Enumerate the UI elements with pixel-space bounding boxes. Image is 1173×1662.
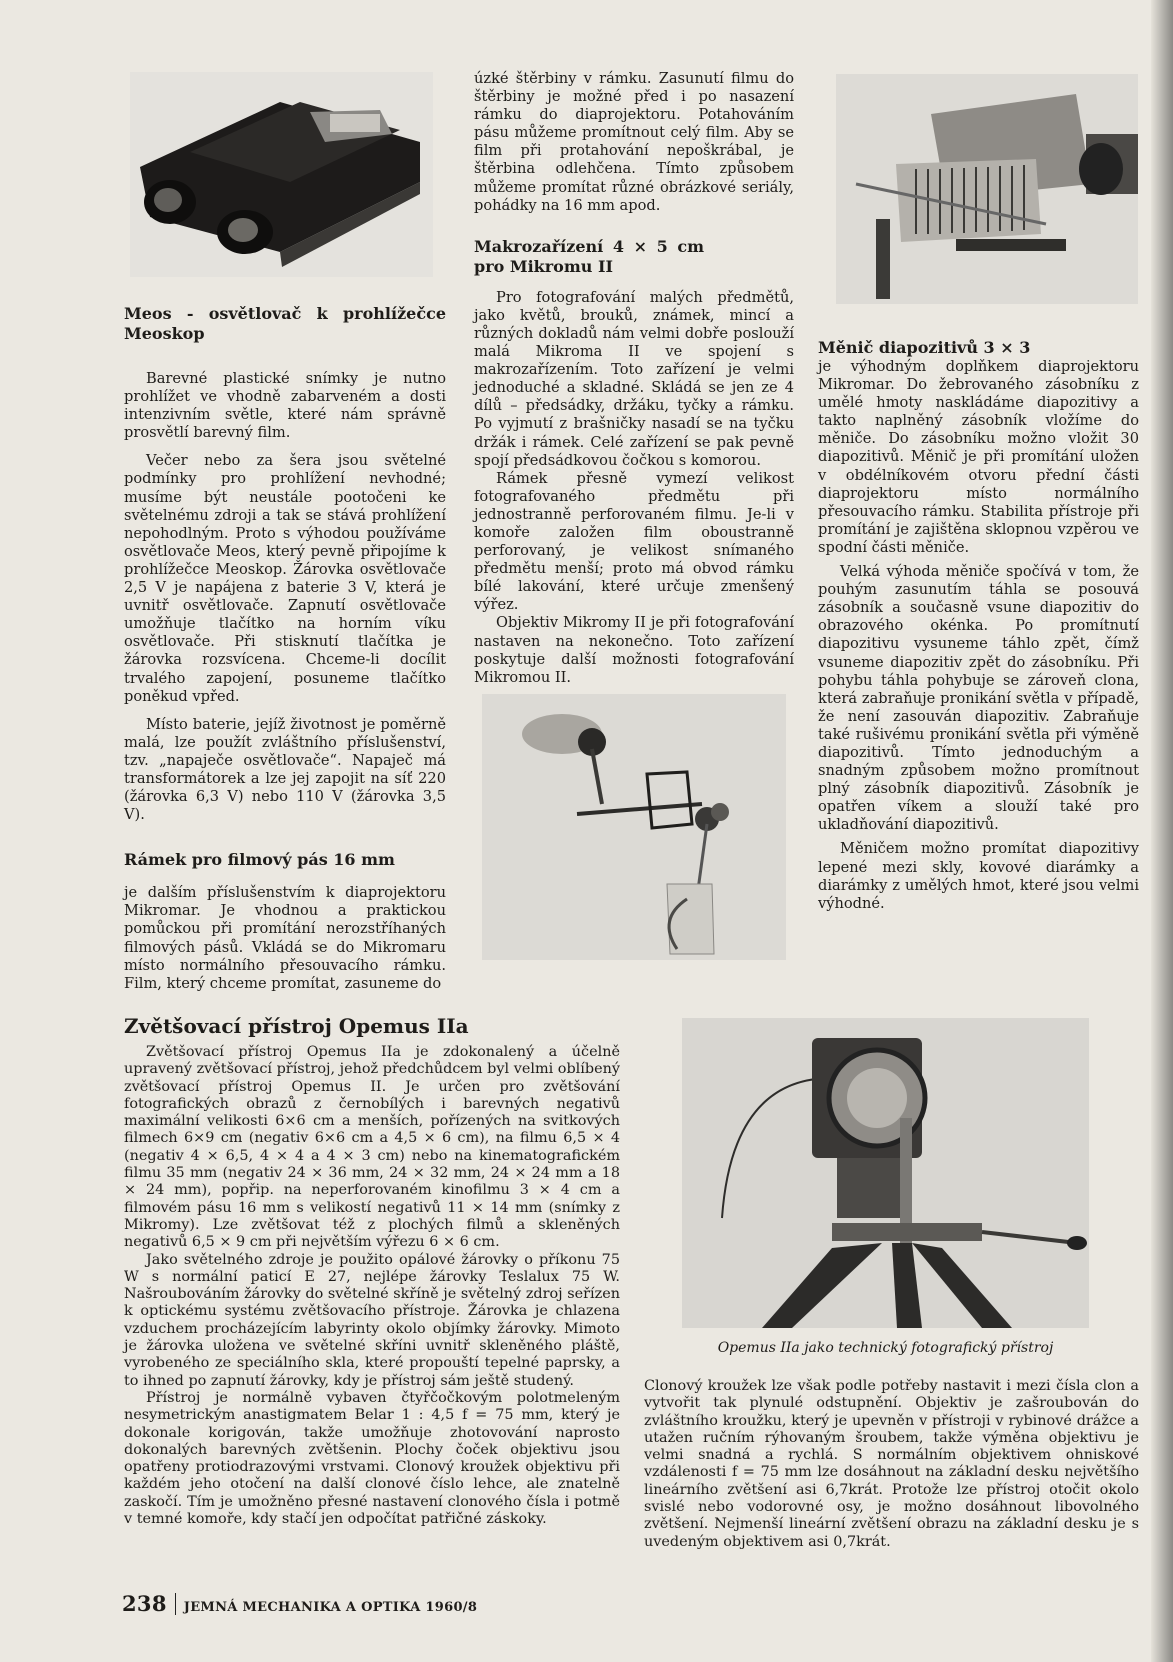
footer-divider	[175, 1593, 176, 1615]
opemus-continuation	[644, 1378, 1139, 1551]
page-edge-shadow	[1151, 0, 1173, 1662]
photo-opemus-enlarger	[682, 1018, 1089, 1328]
menic-paragraph-2: Velká výhoda měniče spočívá v tom, že pouhým zasunutím táhla se posouvá zásobník a současně vsune diapozitiv do obrazového okénka. Po promítnutí diapozitivu vysuneme táhlo zpět, čímž vsuneme diapozitiv zpět do zásobníku. Při pohybu táhla pohybuje se zároveň clona, která zabraňuje pronikání světla v případě, že není zasouván diapozitiv. Zabraňuje také rušivému pronikání světla při výměně diapozitivů. Tímto jednoduchým a snadným způsobem možno promítnout plný zásobník diapozitivů. Zásobník je opatřen víkem a slouží také pro ukladňování diapozitivů.	[818, 563, 1139, 834]
film-frame-heading: Rámek pro filmový pás 16 mm	[124, 850, 395, 870]
journal-title: JEMNÁ MECHANIKA A OPTIKA 1960/8	[183, 1600, 478, 1615]
opemus-continuation-paragraph: Clonový kroužek lze však podle potřeby nastavit i mezi čísla clon a vytvořit tak plynulé odstupnění. Objektiv je zašroubován do zvláštního kroužku, který je upevněn v přístroji v rybinové drážce a utažen ručním rýhovaným šroubem, takže výměna objektivu je velmi snadná a rychlá. S normálním objektivem ohniskové vzdálenosti f = 75 mm lze dosáhnout na základní desku největšího lineárního zvětšení asi 6,7krát. Protože lze přístroj otočit okolo svislé nebo vodorovné osy, je možno dosáhnout libovolného zvětšení. Nejmenší lineární zvětšení obrazu na základní desku je s uvedeným objektivem asi 0,7krát.	[644, 1378, 1139, 1550]
opemus-paragraph-3: Přístroj je normálně vybaven čtyřčočkovým polotmeleným nesymetrickým anastigmatem Belar 1 : 4,5 f = 75 mm, který je dokonale korigován, takže umožňuje zhotovování naprosto dokonalých barevných zvětšenin. Plochy čoček objektivu jsou opatřeny protiodrazovými vrstvami. Clonový kroužek objektivu při každém jeho otočení na další clonové číslo lehce, ale znatelně zaskočí. Tím je umožněno přesné nastavení clonového čísla i potmě v temné komoře, kdy stačí jen odpočítat patřičné záskoky.	[124, 1389, 620, 1528]
menic-paragraph-1: je výhodným doplňkem diaprojektoru Mikromar. Do žebrovaného zásobníku z umělé hmoty naskládáme diapozitivy a takto naplněný zásobník vložíme do měniče. Do zásobníku možno vložit 30 diapozitivů. Měnič je při promítání uložen v obdélníkovém otvoru přední části diaprojektoru místo normálního přesouvacího rámku. Stabilita přístroje při promítání je zajištěna sklopnou vzpěrou ve spodní části měniče.	[818, 358, 1139, 556]
column-opemus	[124, 1014, 620, 1528]
photo-meos-illuminator	[130, 72, 433, 277]
menic-heading: Měnič diapozitivů 3 × 3	[818, 338, 1031, 357]
photo-slide-changer	[836, 74, 1138, 304]
film-frame-continuation: úzké štěrbiny v rámku. Zasunutí filmu do štěrbiny je možné před i po nasazení rámku do diaprojektoru. Potahováním pásu můžeme promítnout celý film. Aby se film při protahování nepoškrábal, je štěrbina odlehčena. Tímto způsobem můžeme promítat různé obrázkové seriály, pohádky na 16 mm apod.	[474, 70, 794, 214]
opemus-paragraph-2: Jako světelného zdroje je použito opálové žárovky o příkonu 75 W s normální paticí E 27, nejlépe žárovky Teslalux 75 W. Našroubováním žárovky do světelné skříně je světelný zdroj seřízen k optickému systému zvětšovacího přístroje. Žárovka je chlazena vzduchem procházejícím labyrinty okolo objímky žárovky. Mimoto je žárovka uložena ve světelné skříni uvnitř skleněného pláště, vyrobeného ze speciálního skla, které propouští tepelné paprsky, a to ihned po zapnutí žárovky, kdy je přístroj sám ještě studený.	[124, 1251, 620, 1389]
opemus-heading: Zvětšovací přístroj Opemus IIa	[124, 1014, 469, 1038]
meos-paragraph-1: Barevné plastické snímky je nutno prohlížet ve vhodně zabarveném a dosti intenzivním světle, které nám správně prosvětlí barevný film.	[124, 370, 446, 442]
column-menic	[818, 338, 1139, 913]
opemus-photo-caption: Opemus IIa jako technický fotografický přístroj	[717, 1340, 1054, 1356]
column-makro	[474, 70, 794, 687]
makro-paragraph-3: Objektiv Mikromy II je při fotografování nastaven na nekonečno. Toto zařízení poskytuje další možnosti fotografování Mikromou II.	[474, 614, 794, 686]
column-meos	[124, 304, 446, 993]
opemus-paragraph-1: Zvětšovací přístroj Opemus IIa je zdokonalený a účelně upravený zvětšovací přístroj, jehož předchůdcem byl velmi oblíbený zvětšovací přístroj Opemus II. Je určen pro zvětšování fotografických obrazů z černobílých i barevných negativů maximální velikosti 6×6 cm a menších, pořízených na svitkových filmech 6×9 cm (negativ 6×6 cm a 4,5 × 6 cm), na filmu 6,5 × 4 (negativ 4 × 6,5, 4 × 4 a 4 × 3 cm) nebo na kinematografickém filmu 35 mm (negativ 24 × 36 mm, 24 × 32 mm, 24 × 24 mm a 18 × 24 mm), popřip. na neperforovaném kinofilmu 3 × 4 cm a filmovém pásu 16 mm s velikostí negativů 11 × 14 mm (snímky z Mikromy). Lze zvětšovat též z plochých filmů a skleněných negativů 6,5 × 9 cm při největším výřezu 6 × 6 cm.	[124, 1044, 620, 1251]
film-frame-paragraph: je dalším příslušenstvím k diaprojektoru Mikromar. Je vhodnou a praktickou pomůckou při promítání nerozstříhaných filmových pásů. Vkládá se do Mikromaru místo normálního přesouvacího rámku. Film, který chceme promítat, zasuneme do	[124, 884, 446, 992]
makro-heading: Makrozařízení 4 × 5 cm pro Mikromu II	[474, 236, 704, 276]
meos-paragraph-3: Místo baterie, jejíž životnost je poměrně malá, lze použít zvláštního příslušenství, tzv. „napaječe osvětlovače“. Napaječ má transformátorek a lze jej zapojit na síť 220 (žárovka 6,3 V) nebo 110 V (žárovka 3,5 V).	[124, 715, 446, 824]
page-number: 238	[122, 1591, 167, 1616]
page-footer	[122, 1591, 477, 1616]
makro-paragraph-2: Rámek přesně vymezí velikost fotografovaného předmětu při jednostranně perforovaném filmu. Je-li v komoře založen film oboustranně perforovaný, je velikost snímaného předmětu menší; proto má obvod rámku bílé lakování, které určuje zmenšený výřez.	[474, 469, 794, 614]
makro-paragraph-1: Pro fotografování malých předmětů, jako květů, brouků, známek, mincí a různých dokladů nám velmi dobře poslouží malá Mikroma II ve spojení s makrozařízením. Toto zařízení je velmi jednoduché a skladné. Skládá se jen ze 4 dílů – předsádky, držáku, tyčky a rámku. Po vyjmutí z brašničky nasadí se na tyčku držák i rámek. Celé zařízení se pak pevně spojí předsádkovou čočkou s komorou.	[474, 288, 794, 469]
menic-paragraph-3: Měničem možno promítat diapozitivy lepené mezi skly, kovové diarámky a diarámky z umělých hmot, které jsou velmi výhodné.	[818, 840, 1139, 912]
photo-macro-device	[482, 694, 786, 960]
meos-paragraph-2: Večer nebo za šera jsou světelné podmínky pro prohlížení nevhodné; musíme být neustále pootočeni ke světelnému zdroji a tak se stává prohlížení nepohodlným. Proto s výhodou používáme osvětlovače Meos, který pevně připojíme k prohlížečce Meoskop. Žárovka osvětlovače 2,5 V je napájena z baterie 3 V, která je uvnitř osvětlovače. Zapnutí osvětlovače umožňuje tlačítko na horním víku osvětlovače. Při stisknutí tlačítka je žárovka rozsvícena. Chceme-li docílit trvalého zapojení, posuneme tlačítko poněkud vpřed.	[124, 452, 446, 705]
meos-heading: Meos - osvětlovač k prohlížečce Meoskop	[124, 304, 446, 343]
